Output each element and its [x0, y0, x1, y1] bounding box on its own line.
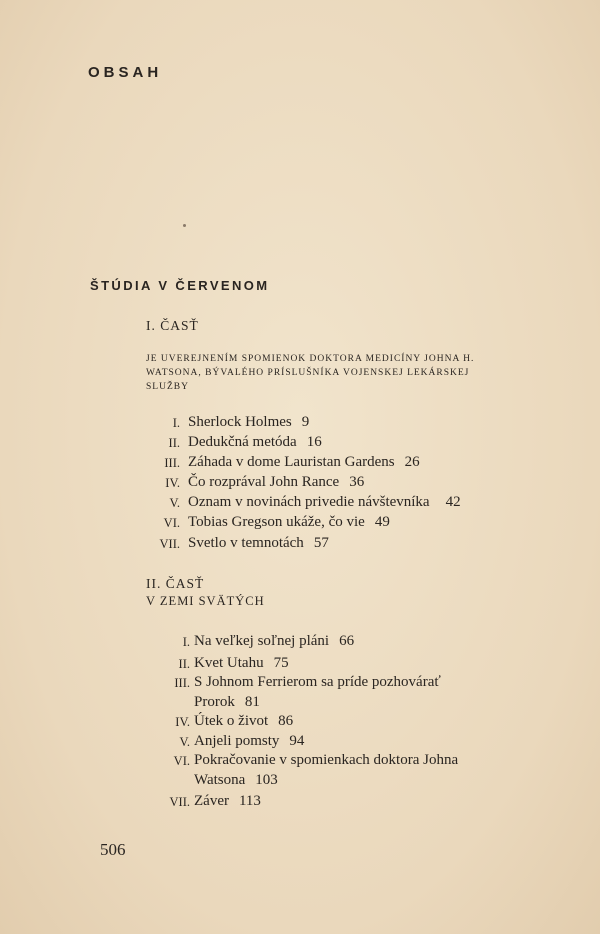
chapter-page: 26	[404, 454, 420, 470]
chapter-page: 57	[313, 535, 329, 551]
part2-label: II. ČASŤ	[146, 576, 205, 591]
chapter-title-continuation: Watsona	[194, 772, 246, 788]
chapter-page: 16	[306, 434, 322, 450]
chapter-title: Záver	[194, 793, 229, 809]
chapter-number: I.	[182, 635, 190, 649]
chapter-number: V.	[169, 496, 180, 510]
part1-label: I. ČASŤ	[146, 318, 199, 333]
chapter-title: Sherlock Holmes	[188, 414, 292, 430]
chapter-number: VI.	[163, 516, 180, 530]
chapter-number: V.	[179, 735, 190, 749]
chapter-page: 49	[374, 514, 390, 530]
part1-subtitle-line: SLUŽBY	[146, 382, 189, 392]
chapter-page: 81	[244, 694, 260, 710]
toc-entry-continuation	[194, 694, 260, 711]
speck-dot	[183, 224, 186, 227]
chapter-page: 9	[301, 414, 310, 430]
chapter-title: Kvet Utahu	[194, 655, 264, 671]
chapter-title: S Johnom Ferrierom sa príde pozhovárať	[194, 674, 441, 690]
chapter-number: VI.	[173, 754, 190, 768]
chapter-page: 75	[273, 655, 289, 671]
chapter-page: 94	[289, 733, 305, 749]
chapter-page: 36	[349, 474, 365, 490]
chapter-number: III.	[164, 456, 180, 470]
chapter-page: 42	[445, 494, 461, 510]
chapter-title: Svetlo v temnotách	[188, 535, 304, 551]
chapter-title: Pokračovanie v spomienkach doktora Johna	[194, 752, 459, 768]
chapter-title: Čo rozprával John Rance	[188, 474, 340, 490]
chapter-title: Na veľkej soľnej pláni	[194, 633, 330, 649]
part1-subtitle	[146, 352, 546, 394]
chapter-title-continuation: Prorok	[194, 694, 235, 710]
chapter-number: II.	[178, 657, 190, 671]
chapter-title: Záhada v dome Lauristan Gardens	[188, 454, 395, 470]
chapter-title: Oznam v novinách privedie návštevníka	[188, 494, 430, 510]
chapter-number: VII.	[159, 537, 180, 551]
part1-subtitle-line: JE UVEREJNENÍM SPOMIENOK DOKTORA MEDICÍNY JOHNA H.	[146, 354, 475, 364]
chapter-page: 103	[255, 772, 278, 788]
page-number: 506	[100, 840, 126, 859]
chapter-number: I.	[172, 416, 180, 430]
chapter-page: 86	[278, 713, 294, 729]
chapter-number: IV.	[165, 476, 180, 490]
toc-entry-continuation	[194, 772, 278, 789]
chapter-page: 66	[339, 633, 355, 649]
chapter-title: Anjeli pomsty	[194, 733, 280, 749]
chapter-title: Dedukčná metóda	[188, 434, 297, 450]
part1-subtitle-line: WATSONA, BÝVALÉHO PRÍSLUŠNÍKA VOJENSKEJ LEKÁRSKEJ	[146, 368, 470, 378]
book-title: ŠTÚDIA V ČERVENOM	[90, 278, 270, 293]
chapter-title: Tobias Gregson ukáže, čo vie	[188, 514, 365, 530]
chapter-number: VII.	[169, 795, 190, 809]
chapter-number: II.	[168, 436, 180, 450]
chapter-title: Útek o život	[194, 713, 269, 729]
chapter-page: 113	[238, 793, 261, 809]
chapter-number: IV.	[175, 715, 190, 729]
chapter-number: III.	[174, 676, 190, 690]
part2-subtitle: V ZEMI SVÄTÝCH	[146, 594, 265, 608]
page-heading: OBSAH	[88, 64, 163, 81]
